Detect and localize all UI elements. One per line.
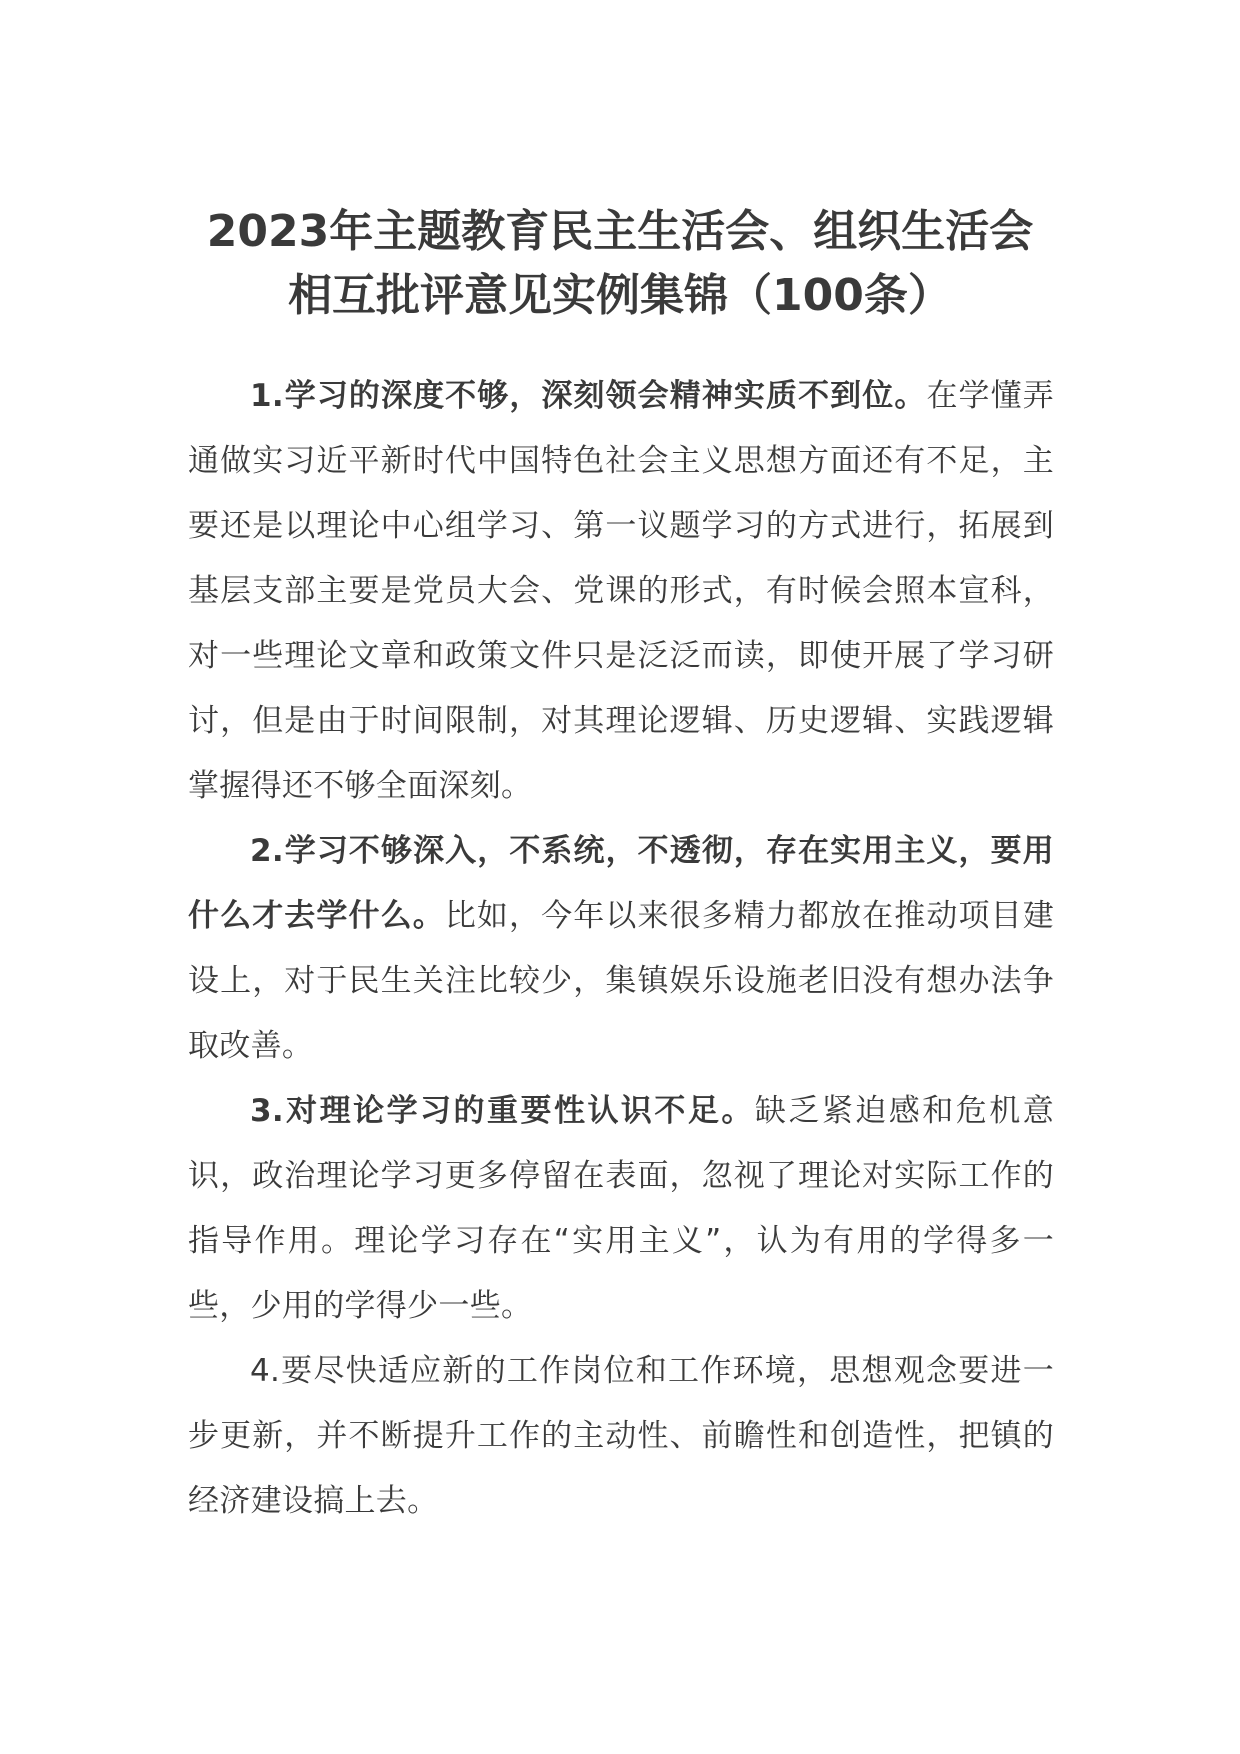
paragraph-text: 在学懂弄通做实习近平新时代中国特色社会主义思想方面还有不足，主要还是以理论中心组学习、第一议题学习的方式进行，拓展到基层支部主要是党员大会、党课的形式，有时候会照本宣科，对一些理论文章和政策文件只是泛泛而读，即使开展了学习研讨，但是由于时间限制，对其理论逻辑、历史逻辑、实践逻辑掌握得还不够全面深刻。 bbox=[188, 378, 1054, 804]
paragraph-lead: 1.学习的深度不够，深刻领会精神实质不到位。 bbox=[250, 378, 927, 414]
paragraph-lead: 3.对理论学习的重要性认识不足。 bbox=[250, 1093, 755, 1129]
paragraph-text: 缺乏紧迫感和危机意识，政治理论学习更多停留在表面，忽视了理论对实际工作的指导作用。理论学习存在“实用主义”，认为有用的学得多一些，少用的学得少一些。 bbox=[188, 1093, 1054, 1324]
paragraph-3 bbox=[188, 1079, 1054, 1339]
paragraph-lead: 2.学习不够深入，不系统，不透彻，存在实用主义，要用什么才去学什么。 bbox=[188, 833, 1054, 934]
page-title bbox=[150, 200, 1090, 328]
paragraph-1 bbox=[188, 364, 1054, 819]
title-line-2: 相互批评意见实例集锦（100条） bbox=[288, 270, 952, 321]
paragraph-text: 4.要尽快适应新的工作岗位和工作环境，思想观念要进一步更新，并不断提升工作的主动性、前瞻性和创造性，把镇的经济建设搞上去。 bbox=[188, 1353, 1054, 1519]
title-line-1: 2023年主题教育民主生活会、组织生活会 bbox=[206, 206, 1034, 257]
paragraph-text: 比如，今年以来很多精力都放在推动项目建设上，对于民生关注比较少，集镇娱乐设施老旧没有想办法争取改善。 bbox=[188, 898, 1054, 1064]
paragraph-2 bbox=[188, 819, 1054, 1079]
paragraph-4 bbox=[188, 1339, 1054, 1534]
document-body bbox=[188, 364, 1054, 1534]
